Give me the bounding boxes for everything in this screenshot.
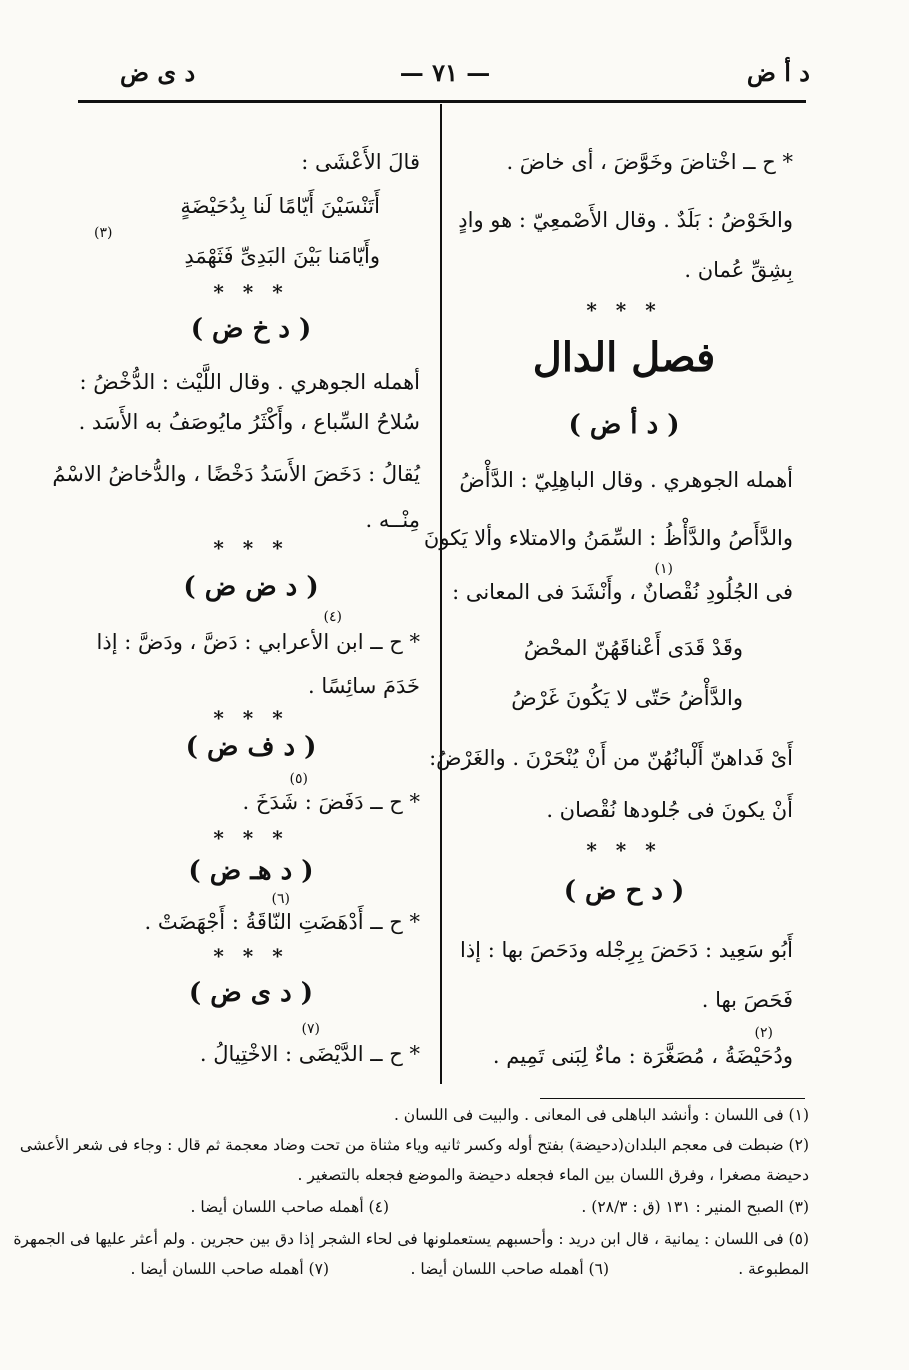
text-line: * ح ــ الدَّيْضَى : الاخْتِيالُ .	[199, 1042, 420, 1066]
footnote: (٥) فى اللسان : يمانية ، قال ابن دريد : وأحسبهم يستعملونها فى لحاء الشجر إذا دق بين حجرين . ولم أعثر عليها فى الجمهرة	[13, 1230, 809, 1248]
separator-stars: * * *	[213, 706, 289, 730]
text-line: فى الجُلُودِ نُقْصانٌ ، وأَنْشَدَ فى المعانى :	[452, 580, 793, 604]
text-line: خَدَمَ سائِسًا .	[307, 674, 420, 698]
text-line: * ح ــ ابن الأعرابي : دَضَّ ، ودَضَّ : إذا	[96, 630, 420, 654]
text-line: قالَ الأَعْشَى :	[301, 150, 420, 174]
column-divider	[440, 104, 442, 1084]
verse-line: وقَدْ قَدَى أَعْناقَهُنّ المحْضُ	[523, 636, 743, 660]
separator-stars: * * *	[213, 944, 289, 968]
text-line: أهمله الجوهري . وقال اللَّيْث : الدُّخْضُ :	[79, 370, 420, 394]
footnote-ref: (٦)	[271, 891, 290, 907]
text-line: فَحَصَ بها .	[701, 988, 793, 1012]
footnote-ref: (٢)	[754, 1025, 773, 1041]
verse-line: وأَيّامَنا بَيْنَ البَدِىِّ فَثَهْمَدِ	[184, 244, 380, 268]
footnote: (٣) الصبح المنير : ١٣١ (ق : ٢٨/٣) .	[581, 1198, 809, 1216]
footnote-ref: (١)	[654, 561, 673, 577]
footnote-ref: (٣)	[94, 225, 113, 241]
entry-heading: ( د أ ض )	[568, 410, 680, 440]
footnote-ref: (٤)	[323, 609, 342, 625]
entry-heading: ( د ف ض )	[185, 732, 317, 762]
footnote: دحيضة مصغرا ، وفرق اللسان بين الماء فجعله دحيضة والموضع فجعله بالتصغير .	[297, 1166, 809, 1184]
text-line: * ح ــ دَفَضَ : شَدَخَ .	[242, 790, 420, 814]
text-line: أَبُو سَعِيد : دَحَضَ بِرِجْله ودَحَصَ بها : إذا	[460, 938, 793, 962]
entry-heading: ( د ى ض )	[188, 978, 314, 1008]
page-number: — ٧١ —	[399, 58, 491, 87]
footnote-ref: (٥)	[289, 771, 308, 787]
separator-stars: * * *	[586, 298, 662, 322]
footnote: (١) فى اللسان : وأنشد الباهلى فى المعانى . والبيت فى اللسان .	[393, 1106, 809, 1124]
text-line: بِشِقِّ عُمان .	[684, 258, 793, 282]
footnote: (٤) أهمله صاحب اللسان أيضا .	[190, 1198, 389, 1216]
text-line: * ح ــ اخْتاضَ وخَوَّضَ ، أى خاضَ .	[506, 150, 793, 174]
text-line: والدَّأَصُ والدَّأْظُ : السِّمَنُ والامتلاء وألا يَكونَ	[423, 526, 793, 550]
text-line: أَنْ يكونَ فى جُلودها نُقْصان .	[546, 798, 793, 822]
text-line: مِنْــه .	[365, 508, 420, 532]
entry-heading: ( د ح ض )	[563, 876, 685, 906]
text-line: أَىْ فَداهنّ أَلْبانُهُنّ من أَنْ يُنْحَرْنَ . والغَرْضُ:	[429, 746, 793, 770]
separator-stars: * * *	[213, 826, 289, 850]
entry-heading: ( د خ ض )	[190, 314, 312, 344]
verse-line: والدَّأْضُ حَتّى لا يَكُونَ غَرْضُ	[511, 686, 743, 710]
text-line: والخَوْضُ : بَلَدٌ . وقال الأَصْمعِيّ : هو وادٍ	[458, 208, 793, 232]
text-line: ودُحَيْضَةُ ، مُصَغَّرَة : ماءٌ لِبَنى تَمِيم .	[492, 1044, 793, 1068]
text-line: أهمله الجوهري . وقال الباهِلِيّ : الدَّأْضُ	[459, 468, 793, 492]
footnote: (٧) أهمله صاحب اللسان أيضا .	[130, 1260, 329, 1278]
header-root-right: د أ ض	[746, 58, 810, 87]
footnote: (٦) أهمله صاحب اللسان أيضا .	[410, 1260, 609, 1278]
footnote: المطبوعة .	[738, 1260, 809, 1278]
separator-stars: * * *	[213, 536, 289, 560]
verse-line: أَتَنْسَيْنَ أَيّامًا لَنا بِدُحَيْضَةٍ	[180, 194, 380, 218]
header-root-left: د ى ض	[120, 58, 196, 87]
footnote-ref: (٧)	[301, 1021, 320, 1037]
footnote-rule	[540, 1098, 805, 1099]
footnote: (٢) ضبطت فى معجم البلدان(دحيضة) بفتح أوله وكسر ثانيه وياء مثناة من تحت وضاد معجمة ثم قال : وجاء فى شعر الأعشى	[19, 1136, 809, 1154]
text-line: يُقالُ : دَخَضَ الأَسَدُ دَخْضًا ، والدُّخاضُ الاسْمُ	[52, 462, 420, 486]
entry-heading: ( د هـ ض )	[188, 856, 314, 886]
entry-heading: ( د ض ض )	[183, 572, 319, 602]
chapter-title: فصل الدال	[532, 334, 716, 381]
separator-stars: * * *	[213, 280, 289, 304]
separator-stars: * * *	[586, 838, 662, 862]
text-line: * ح ــ أَدْهَضَتِ النّاقَةُ : أَجْهَضَتْ .	[144, 910, 420, 934]
header-rule	[78, 100, 806, 103]
text-line: سُلاحُ السِّباع ، وأَكْثَرُ مايُوصَفُ به الأَسَد .	[78, 410, 420, 434]
page-header	[80, 58, 810, 98]
